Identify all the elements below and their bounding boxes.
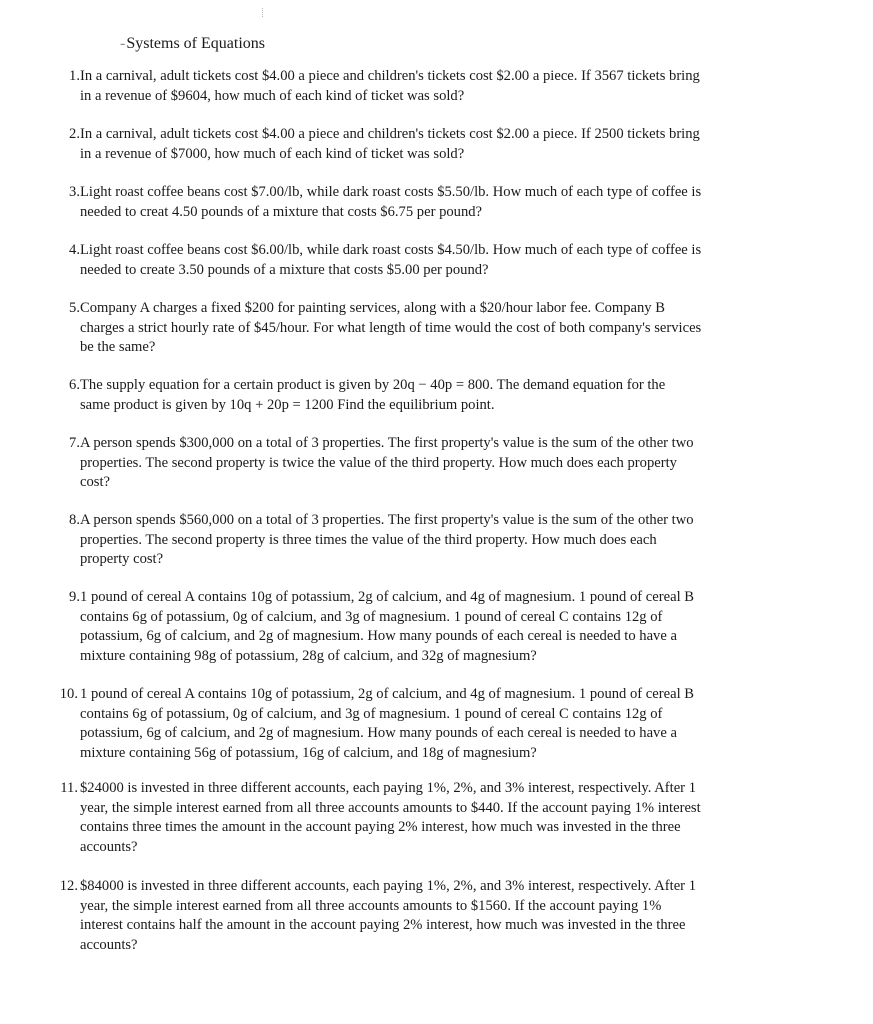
- question-number: 12.: [59, 878, 78, 894]
- question-number: 10.: [59, 686, 78, 702]
- question-text: A person spends $300,000 on a total of 3 properties. The first property's value is the sum of the other two properties. The second property is twice the value of the third property. How much does each property cost?: [80, 435, 694, 490]
- question-text: Company A charges a fixed $200 for painting services, along with a $20/hour labor fee. Company B charges a strict hourly rate of $45/hour. For what length of time would the cost of both company's services be the same?: [80, 300, 702, 355]
- question-number: 1.: [69, 68, 80, 84]
- title-text: Systems of Equations: [126, 35, 265, 52]
- question-text: 1 pound of cereal A contains 10g of potassium, 2g of calcium, and 4g of magnesium. 1 pound of cereal B contains 6g of potassium, 0g of calcium, and 3g of magnesium. 1 pound of cereal C contains 12g of potassium, 6g of calcium, and 2g of magnesium. How many pounds of each cereal is needed to have a mixture containing 98g of potassium, 28g of calcium, and 32g of magnesium?: [80, 589, 695, 664]
- title-dash: -: [120, 35, 126, 52]
- question-1: [54, 67, 818, 106]
- question-number: 4.: [69, 242, 80, 258]
- page-title: [120, 34, 265, 54]
- question-9: [54, 588, 818, 666]
- question-text: In a carnival, adult tickets cost $4.00 a piece and children's tickets cost $2.00 a piece. If 2500 tickets bring in a revenue of $7000, how much of each kind of ticket was sold?: [80, 126, 700, 162]
- question-6: [54, 376, 818, 415]
- question-text: $24000 is invested in three different accounts, each paying 1%, 2%, and 3% interest, respectively. After 1 year, the simple interest earned from all three accounts amounts to $440. If the account paying 1% interest contains three times the amount in the account paying 2% interest, how much was invested in the three accounts?: [80, 780, 701, 855]
- question-2: [54, 125, 818, 164]
- question-text: $84000 is invested in three different accounts, each paying 1%, 2%, and 3% interest, respectively. After 1 year, the simple interest earned from all three accounts amounts to $1560. If the account paying 1% interest contains half the amount in the account paying 2% interest, how much was invested in the three accounts?: [80, 878, 696, 953]
- question-10: [52, 685, 816, 763]
- question-number: 11.: [60, 780, 78, 796]
- question-number: 2.: [69, 126, 80, 142]
- question-number: 3.: [69, 184, 80, 200]
- question-number: 8.: [69, 512, 80, 528]
- question-7: [54, 434, 818, 493]
- scan-speck: [262, 8, 266, 17]
- question-text: Light roast coffee beans cost $7.00/lb, while dark roast costs $5.50/lb. How much of each type of coffee is needed to creat 4.50 pounds of a mixture that costs $6.75 per pound?: [80, 184, 702, 220]
- question-text: A person spends $560,000 on a total of 3 properties. The first property's value is the sum of the other two properties. The second property is three times the value of the third property. How much does each property cost?: [80, 512, 694, 567]
- question-4: [54, 241, 818, 280]
- question-text: In a carnival, adult tickets cost $4.00 a piece and children's tickets cost $2.00 a piece. If 3567 tickets bring in a revenue of $9604, how much of each kind of ticket was sold?: [80, 68, 700, 104]
- question-3: [54, 183, 818, 222]
- question-12: [52, 877, 816, 955]
- question-number: 5.: [69, 300, 80, 316]
- question-number: 9.: [69, 589, 80, 605]
- question-text: Light roast coffee beans cost $6.00/lb, while dark roast costs $4.50/lb. How much of each type of coffee is needed to create 3.50 pounds of a mixture that costs $5.00 per pound?: [80, 242, 702, 278]
- question-5: [54, 299, 818, 358]
- question-text: 1 pound of cereal A contains 10g of potassium, 2g of calcium, and 4g of magnesium. 1 pound of cereal B contains 6g of potassium, 0g of calcium, and 3g of magnesium. 1 pound of cereal C contains 12g of potassium, 6g of calcium, and 2g of magnesium. How many pounds of each cereal is needed to have a mixture containing 56g of potassium, 16g of calcium, and 18g of magnesium?: [80, 686, 695, 761]
- question-8: [54, 511, 818, 570]
- question-text: The supply equation for a certain product is given by 20q − 40p = 800. The demand equation for the same product is given by 10q + 20p = 1200 Find the equilibrium point.: [80, 377, 666, 413]
- question-number: 6.: [69, 377, 80, 393]
- question-11: [52, 779, 816, 857]
- question-number: 7.: [69, 435, 80, 451]
